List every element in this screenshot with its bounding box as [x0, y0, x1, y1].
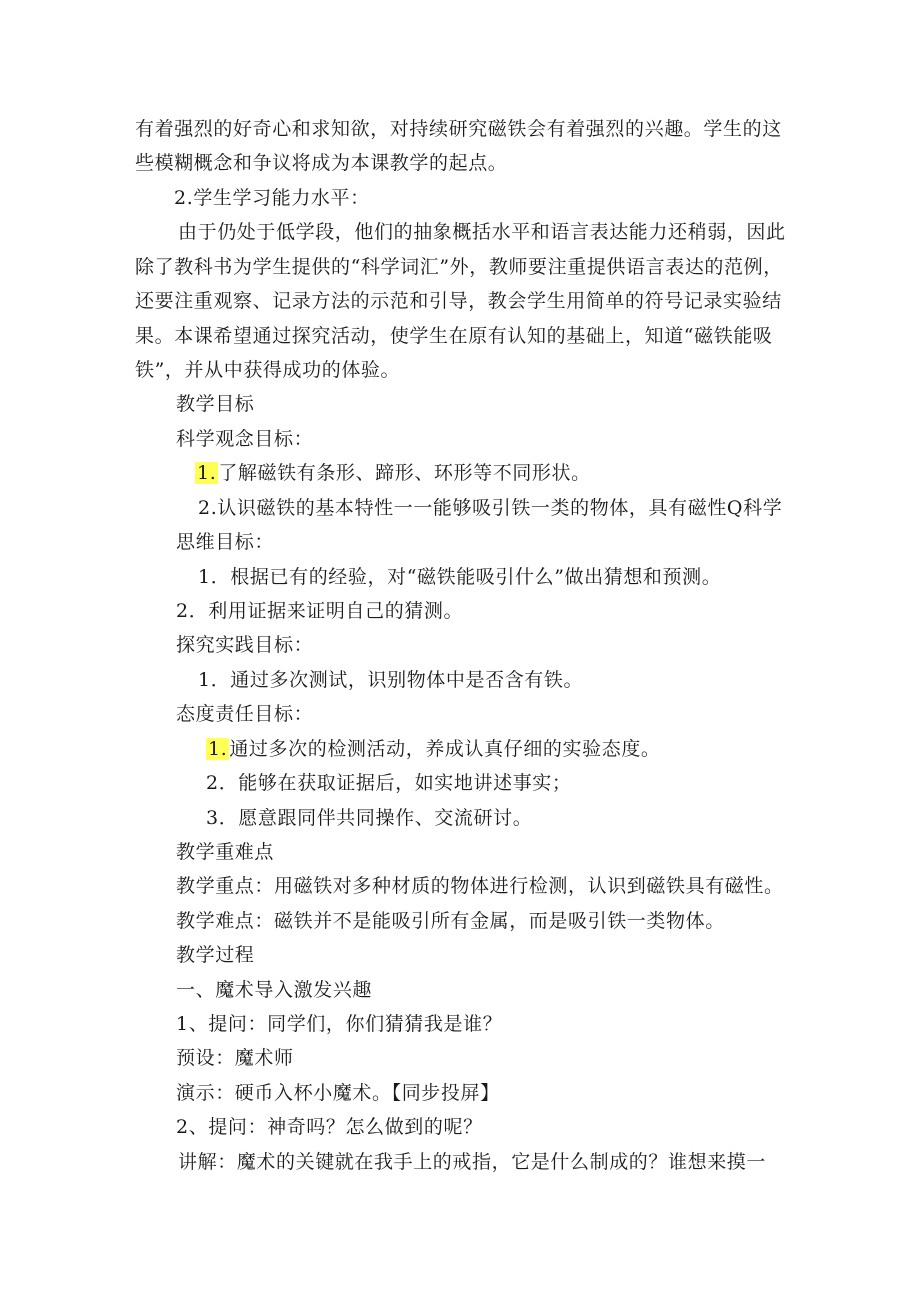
list-item: 3．愿意跟同伴共同操作、交流研讨。: [206, 807, 533, 829]
section-heading: 教学重难点: [176, 841, 275, 863]
list-item: 1．通过多次测试，识别物体中是否含有铁。: [198, 669, 584, 691]
sub-heading: 思维目标：: [176, 531, 275, 553]
list-item: [206, 736, 661, 762]
paragraph-line: 由于仍处于低学段，他们的抽象概括水平和语言表达能力还稍弱，因此: [178, 221, 786, 243]
paragraph-line: 果。本课希望通过探究活动，使学生在原有认知的基础上，知道“磁铁能吸: [135, 325, 773, 347]
sub-heading: 探究实践目标：: [176, 634, 314, 656]
paragraph-line: 教学重点：用磁铁对多种材质的物体进行检测，认识到磁铁具有磁性。: [176, 875, 784, 897]
sub-heading: 科学观念目标：: [176, 428, 314, 450]
sub-heading: 一、魔术导入激发兴趣: [176, 979, 373, 1001]
paragraph-line: 演示：硬币入杯小魔术。【同步投屏】: [176, 1082, 500, 1104]
list-item: 2．能够在获取证据后，如实地讲述事实；: [206, 772, 572, 794]
paragraph-line: 教学难点：磁铁并不是能吸引所有金属，而是吸引铁一类物体。: [176, 910, 725, 932]
paragraph-line: 还要注重观察、记录方法的示范和引导，教会学生用简单的符号记录实验结: [135, 290, 782, 312]
paragraph-line: 预设：魔术师: [176, 1047, 294, 1069]
list-item-text: 通过多次的检测活动，养成认真仔细的实验态度。: [229, 738, 661, 760]
paragraph-line: 除了教科书为学生提供的“科学词汇”外，教师要注重提供语言表达的范例，: [135, 256, 783, 278]
paragraph-line: 有着强烈的好奇心和求知欲，对持续研究磁铁会有着强烈的兴趣。学生的这: [135, 118, 782, 140]
list-item-text: 了解磁铁有条形、蹄形、环形等不同形状。: [218, 462, 591, 484]
list-item: [195, 460, 591, 486]
list-item: 2.认识磁铁的基本特性一一能够吸引铁一类的物体，具有磁性Q科学: [198, 497, 783, 519]
paragraph-line: 讲解：魔术的关键就在我手上的戒指，它是什么制成的？谁想来摸一: [178, 1151, 767, 1173]
paragraph-line: 2、提问：神奇吗？怎么做到的呢？: [176, 1116, 483, 1138]
paragraph-line: 铁”，并从中获得成功的体验。: [135, 359, 401, 381]
section-heading: 教学目标: [176, 393, 255, 415]
paragraph-line: 1、提问：同学们，你们猜猜我是谁？: [176, 1013, 503, 1035]
list-item: 1．根据已有的经验，对“磁铁能吸引什么”做出猜想和预测。: [198, 566, 722, 588]
highlight-mark: 1.: [208, 738, 228, 760]
list-item: 2．利用证据来证明自己的猜测。: [176, 600, 464, 622]
section-heading: 2.学生学习能力水平：: [174, 187, 370, 209]
sub-heading: 态度责任目标：: [176, 703, 314, 725]
section-heading: 教学过程: [176, 944, 255, 966]
paragraph-line: 些模糊概念和争议将成为本课教学的起点。: [135, 152, 508, 174]
highlight-mark: 1.: [197, 462, 217, 484]
